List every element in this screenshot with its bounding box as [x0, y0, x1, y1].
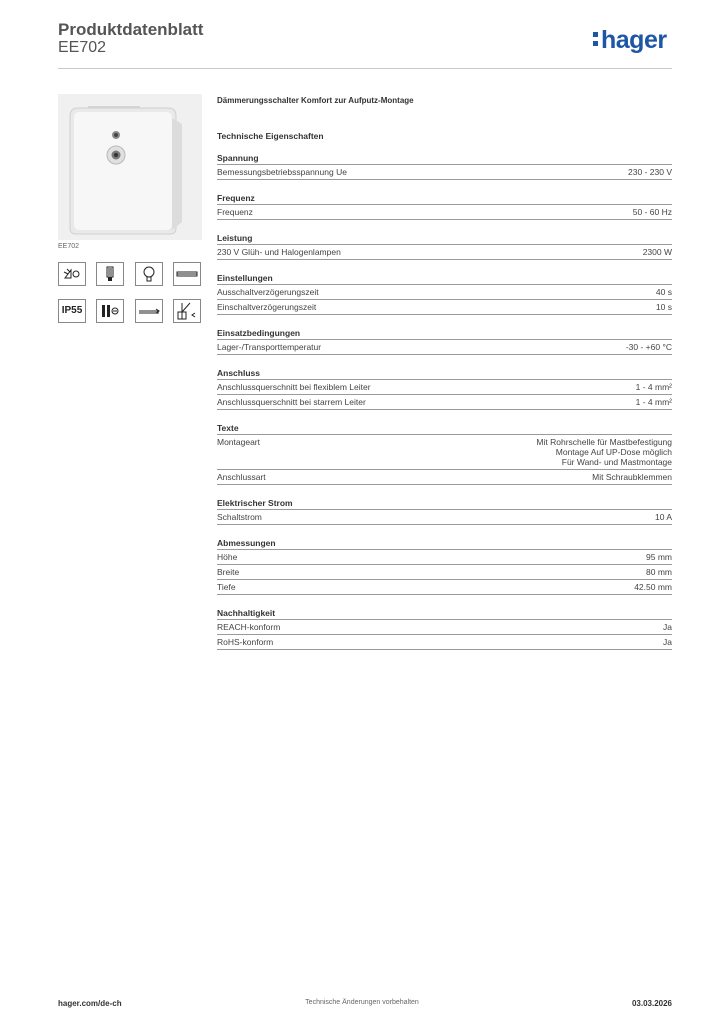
spec-value-line: 80 mm [646, 567, 672, 577]
spec-label: Tiefe [217, 582, 236, 592]
section-title: Elektrischer Strom [217, 498, 293, 508]
section-title: Texte [217, 423, 239, 433]
spec-section [217, 608, 672, 650]
spec-label: Höhe [217, 552, 238, 562]
page-title: Produktdatenblatt [58, 20, 204, 39]
spec-value-line: 230 - 230 V [628, 167, 672, 177]
spec-value [634, 582, 672, 592]
spec-row [217, 245, 672, 260]
spec-row [217, 580, 672, 595]
spec-value-line: Ja [663, 637, 672, 647]
spec-section [217, 193, 672, 220]
product-description: Dämmerungsschalter Komfort zur Aufputz-Montage [217, 96, 414, 105]
spec-section [217, 498, 672, 525]
spec-label: Frequenz [217, 207, 253, 217]
spec-value-line: 1 - 4 mm² [635, 397, 672, 407]
spec-value-line: 1 - 4 mm² [635, 382, 672, 392]
spec-row [217, 205, 672, 220]
spec-value-line: 2300 W [642, 247, 672, 257]
product-code: EE702 [58, 39, 107, 56]
spec-value [663, 637, 672, 647]
spec-value-line: 42.50 mm [634, 582, 672, 592]
section-title: Frequenz [217, 193, 255, 203]
section-title: Spannung [217, 153, 259, 163]
spec-value-line: Mit Rohrschelle für Mastbefestigung [536, 437, 672, 447]
spec-row [217, 300, 672, 315]
spec-value-line: 10 A [654, 512, 672, 522]
spec-value-line: Ja [663, 622, 672, 632]
footer-notice: Technische Änderungen vorbehalten [305, 999, 419, 1006]
spec-row [217, 340, 672, 355]
spec-label: Breite [217, 567, 240, 577]
din-rail-icon [173, 262, 201, 286]
spec-label: Anschlussquerschnitt bei starrem Leiter [217, 397, 366, 407]
spec-value-line: Für Wand- und Mastmontage [561, 457, 672, 467]
spec-label: Einschaltverzögerungszeit [217, 302, 317, 312]
light-sensor-icon [58, 262, 86, 286]
spec-row [217, 550, 672, 565]
spec-value [656, 302, 672, 312]
section-title: Anschluss [217, 368, 260, 378]
spec-label: 230 V Glüh- und Halogenlampen [217, 247, 341, 257]
spec-section [217, 538, 672, 595]
relay-icon [96, 299, 124, 323]
spec-row [217, 285, 672, 300]
spec-row [217, 165, 672, 180]
spec-value-line: Mit Schraubklemmen [592, 472, 672, 482]
spec-section [217, 273, 672, 315]
spec-sections [217, 153, 672, 650]
spec-row [217, 620, 672, 635]
specs-heading: Technische Eigenschaften [217, 131, 324, 141]
spec-row [217, 435, 672, 470]
spec-value-line: -30 - +60 °C [625, 342, 672, 352]
spec-value [536, 437, 672, 467]
tube-lamp-icon [96, 262, 124, 286]
spec-label: REACH-konform [217, 622, 281, 632]
spec-value [663, 622, 672, 632]
spec-row [217, 380, 672, 395]
spec-value-line: 10 s [655, 302, 672, 312]
product-caption: EE702 [58, 243, 80, 250]
spec-value [628, 167, 672, 177]
footer-website[interactable]: hager.com/de-ch [58, 999, 122, 1008]
spec-section [217, 233, 672, 260]
mounting-icon [173, 299, 201, 323]
logo-dots-icon [593, 32, 599, 48]
product-image [58, 94, 202, 240]
spec-value [626, 342, 672, 352]
spec-section [217, 328, 672, 355]
spec-value-line: 50 - 60 Hz [632, 207, 672, 217]
spec-label: Lager-/Transporttemperatur [217, 342, 322, 352]
spec-value [643, 247, 672, 257]
section-title: Einstellungen [217, 273, 273, 283]
spec-value [646, 552, 672, 562]
spec-section [217, 368, 672, 410]
bulb-icon [135, 262, 163, 286]
section-title: Leistung [217, 233, 253, 243]
spec-value [655, 512, 672, 522]
section-title: Nachhaltigkeit [217, 608, 276, 618]
spec-label: Bemessungsbetriebsspannung Ue [217, 167, 347, 177]
spec-label: Schaltstrom [217, 512, 262, 522]
spec-content [217, 96, 672, 663]
spec-value [646, 567, 672, 577]
footer-date: 03.03.2026 [631, 999, 672, 1008]
spec-value [636, 382, 672, 392]
spec-section [217, 423, 672, 485]
spec-value-line: 40 s [655, 287, 672, 297]
spec-section [217, 153, 672, 180]
connection-icon [135, 299, 163, 323]
spec-label: Ausschaltverzögerungszeit [217, 287, 319, 297]
section-title: Abmessungen [217, 538, 276, 548]
spec-label: Anschlussart [217, 472, 266, 482]
spec-value [636, 397, 672, 407]
spec-label: Montageart [217, 437, 260, 447]
ip55-icon: IP55 [58, 299, 86, 323]
hager-logo: hager [593, 26, 667, 55]
spec-row [217, 635, 672, 650]
spec-row [217, 565, 672, 580]
spec-label: Anschlussquerschnitt bei flexiblem Leiter [217, 382, 371, 392]
section-title: Einsatzbedingungen [217, 328, 301, 338]
spec-value-line: 95 mm [646, 552, 672, 562]
header-divider [58, 68, 672, 69]
spec-value [592, 472, 672, 482]
spec-value-line: Montage Auf UP-Dose möglich [555, 447, 672, 457]
spec-row [217, 470, 672, 485]
spec-row [217, 510, 672, 525]
spec-value [633, 207, 672, 217]
spec-label: RoHS-konform [217, 637, 274, 647]
spec-value [656, 287, 672, 297]
spec-row [217, 395, 672, 410]
